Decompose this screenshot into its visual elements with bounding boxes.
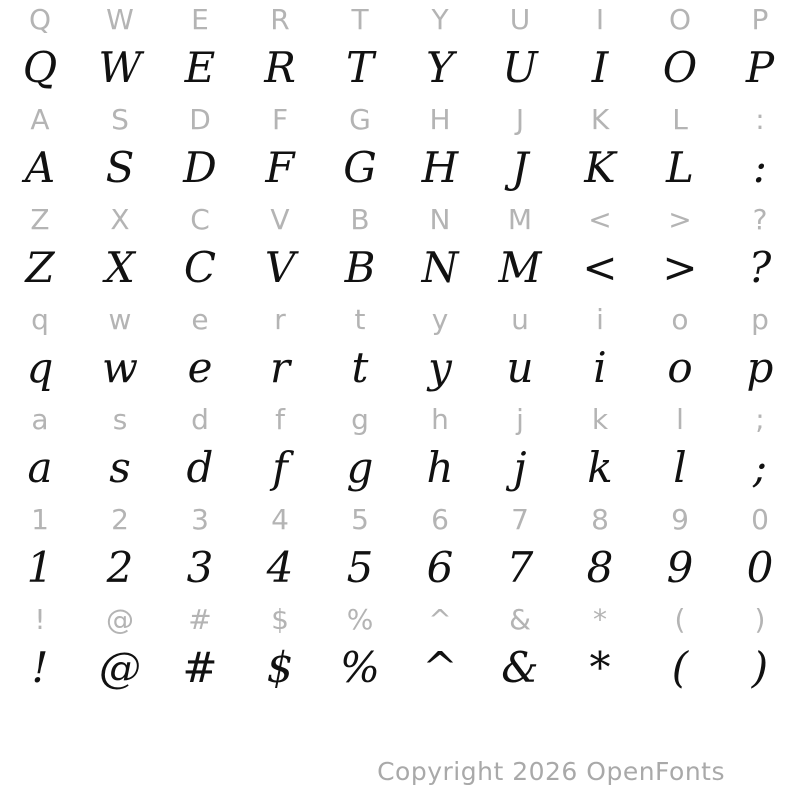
- glyph-specimen: H: [421, 143, 459, 192]
- glyph-reference: e: [191, 303, 209, 336]
- glyph-specimen: Z: [25, 243, 55, 292]
- reference-glyph-row: [0, 403, 800, 436]
- glyph-reference: F: [271, 103, 289, 136]
- glyph-reference: E: [191, 3, 209, 36]
- glyph-reference: l: [676, 403, 684, 436]
- glyph-specimen: q: [26, 343, 54, 392]
- glyph-specimen: ;: [752, 443, 768, 492]
- glyph-specimen: D: [183, 143, 217, 192]
- glyph-specimen: (: [671, 643, 689, 692]
- glyph-specimen: G: [343, 143, 377, 192]
- glyph-reference: h: [431, 403, 449, 436]
- glyph-specimen: A: [24, 143, 56, 192]
- glyph-specimen: k: [587, 443, 613, 492]
- specimen-glyph-row: [0, 43, 800, 92]
- glyph-reference: A: [30, 103, 50, 136]
- glyph-reference: a: [31, 403, 49, 436]
- glyph-reference: i: [596, 303, 604, 336]
- glyph-specimen: N: [421, 243, 459, 292]
- glyph-reference: p: [751, 303, 769, 336]
- specimen-glyph-row: [0, 443, 800, 492]
- glyph-reference: ?: [752, 203, 768, 236]
- glyph-reference: C: [190, 203, 210, 236]
- glyph-specimen: &: [501, 643, 539, 692]
- glyph-specimen: e: [187, 343, 213, 392]
- glyph-reference: f: [275, 403, 285, 436]
- glyph-reference: ): [754, 603, 766, 636]
- glyph-specimen: M: [498, 243, 542, 292]
- glyph-specimen: O: [662, 43, 698, 92]
- reference-glyph-row: [0, 3, 800, 36]
- glyph-specimen: <: [582, 243, 618, 292]
- glyph-reference: %: [346, 603, 374, 636]
- glyph-reference: L: [672, 103, 688, 136]
- glyph-specimen: @: [99, 643, 141, 692]
- glyph-specimen: j: [513, 443, 527, 492]
- glyph-reference: !: [34, 603, 46, 636]
- glyph-specimen: %: [340, 643, 380, 692]
- glyph-specimen: 9: [666, 543, 694, 592]
- glyph-reference: R: [270, 3, 290, 36]
- glyph-specimen: K: [584, 143, 616, 192]
- glyph-reference: (: [674, 603, 686, 636]
- glyph-reference: 5: [351, 503, 369, 536]
- specimen-glyph-row: [0, 343, 800, 392]
- glyph-reference: r: [274, 303, 286, 336]
- glyph-reference: W: [106, 3, 134, 36]
- glyph-specimen: !: [31, 643, 49, 692]
- glyph-specimen: :: [752, 143, 768, 192]
- glyph-reference: :: [755, 103, 765, 136]
- glyph-specimen: S: [105, 143, 135, 192]
- specimen-glyph-row: [0, 243, 800, 292]
- glyph-reference: 2: [111, 503, 129, 536]
- glyph-reference: 0: [751, 503, 769, 536]
- glyph-specimen: >: [662, 243, 698, 292]
- glyph-reference: D: [189, 103, 211, 136]
- glyph-reference: &: [509, 603, 531, 636]
- glyph-reference: q: [31, 303, 49, 336]
- reference-glyph-row: [0, 203, 800, 236]
- glyph-reference: o: [671, 303, 689, 336]
- glyph-specimen: Y: [426, 43, 454, 92]
- glyph-specimen: I: [591, 43, 609, 92]
- reference-glyph-row: [0, 103, 800, 136]
- glyph-specimen: U: [502, 43, 538, 92]
- charmap-row-pair: [0, 200, 800, 300]
- glyph-reference: d: [191, 403, 209, 436]
- glyph-specimen: R: [264, 43, 296, 92]
- glyph-specimen: s: [109, 443, 131, 492]
- glyph-specimen: f: [272, 443, 288, 492]
- glyph-specimen: 2: [106, 543, 134, 592]
- glyph-reference: ;: [755, 403, 765, 436]
- glyph-reference: <: [588, 203, 612, 236]
- glyph-specimen: V: [264, 243, 296, 292]
- glyph-specimen: X: [105, 243, 135, 292]
- glyph-specimen: l: [673, 443, 687, 492]
- glyph-specimen: 0: [746, 543, 774, 592]
- glyph-specimen: g: [346, 443, 374, 492]
- reference-glyph-row: [0, 303, 800, 336]
- glyph-specimen: i: [593, 343, 607, 392]
- glyph-specimen: 8: [586, 543, 614, 592]
- glyph-reference: k: [591, 403, 609, 436]
- glyph-reference: B: [350, 203, 370, 236]
- charmap-row-pair: [0, 500, 800, 600]
- glyph-specimen: ^: [422, 643, 458, 692]
- glyph-reference: M: [507, 203, 533, 236]
- glyph-specimen: ): [751, 643, 769, 692]
- glyph-specimen: 3: [186, 543, 214, 592]
- copyright-watermark: Copyright 2026 OpenFonts: [377, 757, 725, 786]
- glyph-reference: I: [595, 3, 605, 36]
- glyph-specimen: #: [182, 643, 218, 692]
- glyph-specimen: p: [746, 343, 774, 392]
- glyph-reference: U: [509, 3, 531, 36]
- glyph-reference: J: [515, 103, 525, 136]
- glyph-specimen: 7: [506, 543, 534, 592]
- glyph-specimen: t: [351, 343, 369, 392]
- glyph-reference: P: [751, 3, 769, 36]
- charmap-row-pair: [0, 0, 800, 100]
- glyph-specimen: o: [667, 343, 693, 392]
- glyph-reference: S: [111, 103, 129, 136]
- glyph-reference: #: [188, 603, 212, 636]
- charmap-row-pair: [0, 600, 800, 700]
- reference-glyph-row: [0, 603, 800, 636]
- glyph-specimen: u: [506, 343, 534, 392]
- glyph-reference: u: [511, 303, 529, 336]
- glyph-reference: $: [271, 603, 289, 636]
- reference-glyph-row: [0, 503, 800, 536]
- glyph-specimen: T: [345, 43, 374, 92]
- glyph-reference: H: [429, 103, 451, 136]
- glyph-specimen: L: [666, 143, 694, 192]
- glyph-reference: Y: [431, 3, 449, 36]
- glyph-reference: T: [351, 3, 369, 36]
- glyph-reference: Q: [28, 3, 52, 36]
- glyph-reference: 7: [511, 503, 529, 536]
- glyph-reference: O: [668, 3, 692, 36]
- glyph-specimen: d: [186, 443, 214, 492]
- glyph-reference: >: [668, 203, 692, 236]
- glyph-specimen: E: [184, 43, 216, 92]
- glyph-specimen: w: [102, 343, 138, 392]
- glyph-reference: G: [349, 103, 371, 136]
- glyph-specimen: y: [428, 343, 452, 392]
- glyph-specimen: C: [183, 243, 217, 292]
- glyph-specimen: 5: [346, 543, 374, 592]
- glyph-reference: 8: [591, 503, 609, 536]
- glyph-specimen: F: [265, 143, 295, 192]
- glyph-reference: @: [106, 603, 134, 636]
- glyph-reference: 6: [431, 503, 449, 536]
- glyph-reference: j: [516, 403, 524, 436]
- charmap-row-pair: [0, 300, 800, 400]
- glyph-reference: K: [590, 103, 610, 136]
- glyph-reference: Z: [30, 203, 50, 236]
- specimen-glyph-row: [0, 143, 800, 192]
- charmap-row-pair: [0, 400, 800, 500]
- glyph-reference: *: [593, 603, 607, 636]
- glyph-specimen: *: [589, 643, 611, 692]
- glyph-specimen: r: [269, 343, 291, 392]
- glyph-reference: t: [354, 303, 366, 336]
- glyph-reference: y: [431, 303, 449, 336]
- glyph-reference: w: [108, 303, 132, 336]
- charmap-row-pair: [0, 100, 800, 200]
- glyph-specimen: Q: [22, 43, 58, 92]
- glyph-reference: X: [110, 203, 130, 236]
- glyph-specimen: ?: [748, 243, 772, 292]
- glyph-specimen: $: [266, 643, 294, 692]
- glyph-reference: g: [351, 403, 369, 436]
- glyph-reference: ^: [428, 603, 452, 636]
- glyph-reference: V: [270, 203, 290, 236]
- glyph-specimen: P: [745, 43, 775, 92]
- specimen-glyph-row: [0, 643, 800, 692]
- glyph-specimen: B: [344, 243, 376, 292]
- glyph-reference: 9: [671, 503, 689, 536]
- specimen-glyph-row: [0, 543, 800, 592]
- glyph-specimen: W: [98, 43, 142, 92]
- glyph-specimen: a: [27, 443, 53, 492]
- glyph-specimen: 6: [426, 543, 454, 592]
- glyph-specimen: h: [426, 443, 454, 492]
- glyph-reference: 4: [271, 503, 289, 536]
- glyph-reference: N: [429, 203, 451, 236]
- glyph-reference: 1: [31, 503, 49, 536]
- glyph-reference: 3: [191, 503, 209, 536]
- glyph-reference: s: [112, 403, 128, 436]
- glyph-specimen: 1: [26, 543, 54, 592]
- glyph-specimen: 4: [266, 543, 294, 592]
- glyph-specimen: J: [511, 143, 529, 192]
